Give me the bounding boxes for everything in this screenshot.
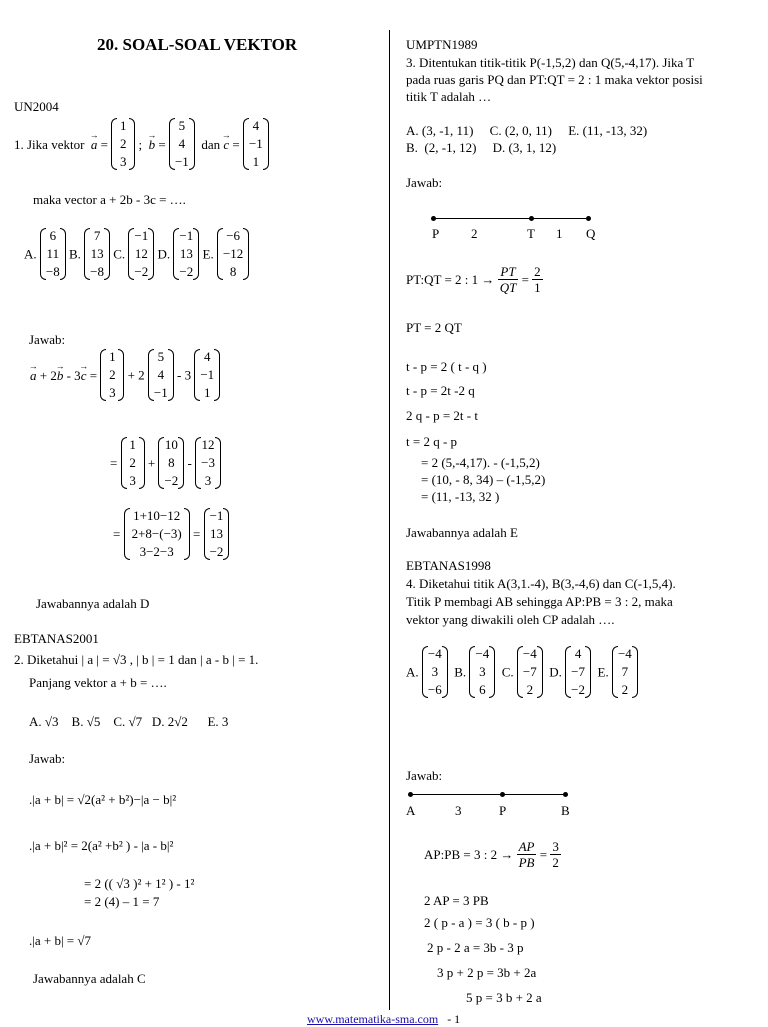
q2-jawab: Jawab: [29, 751, 66, 766]
q1-step2: = 1 2 3 + 10 8 −2 - 12 −3 3 [110, 436, 221, 490]
point-b-dot [563, 792, 568, 797]
segment-ab [410, 794, 566, 795]
label-b: B [561, 803, 570, 818]
q3-text1: 3. Ditentukan titik-titik P(-1,5,2) dan Q(5,-4,17). Jika T [406, 55, 695, 70]
q4-line5: 5 p = 3 b + 2 a [466, 990, 542, 1005]
q4-line4: 3 p + 2 p = 3b + 2a [437, 965, 537, 980]
q4-options: A. −4 3 −6 B. −4 3 6 C. −4 −7 2 D. 4 −7 −2 E. −4 7 2 [406, 645, 638, 699]
label-1: 1 [556, 226, 563, 241]
q3-line3: t - p = 2t -2 q [406, 383, 475, 398]
q3-ratio: PT:QT = 2 : 1 → $\frac{PT}{QT}$ = $\frac{2}{1}$ [406, 264, 541, 295]
vector-c: 4 −1 1 [243, 117, 269, 171]
q3-options-row1: A. (3, -1, 11) C. (2, 0, 11) E. (11, -13, 32) [406, 123, 648, 138]
q1-given: 1. Jika vektor a → = 1 2 3 ; b → = 5 4 −1 dan c → = 4 −1 1 [14, 117, 269, 171]
q3-line1: PT = 2 QT [406, 320, 462, 335]
footer [307, 1012, 460, 1027]
q2-line4: = 2 (4) – 1 = 7 [84, 894, 160, 909]
q1-answer: Jawabannya adalah D [36, 596, 150, 611]
option-d-vector: −1 13 −2 [173, 227, 199, 281]
label-p: P [432, 226, 440, 241]
column-divider [389, 30, 390, 1010]
q4-line3: 2 p - 2 a = 3b - 3 p [427, 940, 524, 955]
label-t: T [527, 226, 535, 241]
label-a: A [406, 803, 416, 818]
q2-source: EBTANAS2001 [14, 631, 99, 646]
q4-text2: Titik P membagi AB sehingga AP:PB = 3 : 2, maka [406, 594, 673, 609]
q2-given: 2. Diketahui | a | = √3 , | b | = 1 dan | a - b | = 1. [14, 652, 259, 667]
q4-source: EBTANAS1998 [406, 558, 491, 573]
q3-line6: = 2 (5,-4,17). - (-1,5,2) [421, 455, 540, 470]
q3-line7: = (10, - 8, 34) – (-1,5,2) [421, 472, 546, 487]
point-t-dot [529, 216, 534, 221]
q4-text1: 4. Diketahui titik A(3,1.-4), B(3,-4,6) dan C(-1,5,4). [406, 576, 676, 591]
footer-link[interactable]: www.matematika-sma.com [307, 1012, 439, 1026]
q1-jawab: Jawab: [29, 332, 66, 347]
q3-text2: pada ruas garis PQ dan PT:QT = 2 : 1 maka vektor posisi [406, 72, 703, 87]
q2-line2: .|a + b|² = 2(a² +b² ) - |a - b|² [29, 838, 174, 853]
q4-line1: 2 AP = 3 PB [424, 893, 489, 908]
option-c-vector: −1 12 −2 [128, 227, 154, 281]
label-3: 3 [455, 803, 462, 818]
q2-line5: .|a + b| = √7 [29, 933, 92, 948]
q1-options: A. 6 11 −8 B. 7 13 −8 C. −1 12 −2 D. −1 13 −2 E. −6 −12 8 [24, 227, 249, 281]
q3-source: UMPTN1989 [406, 37, 478, 52]
option-e-vector: −6 −12 8 [217, 227, 249, 281]
vector-b: 5 4 −1 [169, 117, 195, 171]
vector-a: 1 2 3 [111, 117, 135, 171]
q1-step1: a → + 2b → - 3c → = 1 2 3 + 2 5 4 −1 - 3 4 −1 1 [30, 348, 220, 402]
q3-line4: 2 q - p = 2t - t [406, 408, 478, 423]
q2-line1: .|a + b| = √2(a² + b²)−|a − b|² [29, 792, 177, 807]
q3-options-row2: B. (2, -1, 12) D. (3, 1, 12) [406, 140, 557, 155]
q4-ratio: AP:PB = 3 : 2 → $\frac{AP}{PB}$ = $\frac{3}{2}$ [424, 839, 559, 870]
q1-step3: = 1+10−12 2+8−(−3) 3−2−3 = −1 13 −2 [113, 507, 229, 561]
point-p-dot [500, 792, 505, 797]
label-q: Q [586, 226, 596, 241]
q4-jawab: Jawab: [406, 768, 443, 783]
q3-text3: titik T adalah … [406, 89, 492, 104]
q1-question: maka vector a + 2b - 3c = …. [33, 192, 186, 207]
label-p2: P [499, 803, 507, 818]
page-title: 20. SOAL-SOAL VEKTOR [97, 35, 298, 54]
segment-pq [433, 218, 589, 219]
q4-line2: 2 ( p - a ) = 3 ( b - p ) [424, 915, 535, 930]
q1-source: UN2004 [14, 99, 59, 114]
q3-line8: = (11, -13, 32 ) [421, 489, 500, 504]
q2-options: A. √3 B. √5 C. √7 D. 2√2 E. 3 [29, 714, 229, 729]
page-number: - 1 [447, 1012, 461, 1026]
q2-question: Panjang vektor a + b = …. [29, 675, 167, 690]
point-a-dot [408, 792, 413, 797]
point-p-dot [431, 216, 436, 221]
q3-line2: t - p = 2 ( t - q ) [406, 359, 487, 374]
q3-line5: t = 2 q - p [406, 434, 458, 449]
q2-answer: Jawabannya adalah C [33, 971, 146, 986]
q3-jawab: Jawab: [406, 175, 443, 190]
q3-answer: Jawabannya adalah E [406, 525, 518, 540]
option-a-vector: 6 11 −8 [40, 227, 66, 281]
q2-line3: = 2 (( √3 )² + 1² ) - 1² [84, 876, 195, 891]
point-q-dot [586, 216, 591, 221]
label-2: 2 [471, 226, 478, 241]
q4-text3: vektor yang diwakili oleh CP adalah …. [406, 612, 615, 627]
option-b-vector: 7 13 −8 [84, 227, 110, 281]
